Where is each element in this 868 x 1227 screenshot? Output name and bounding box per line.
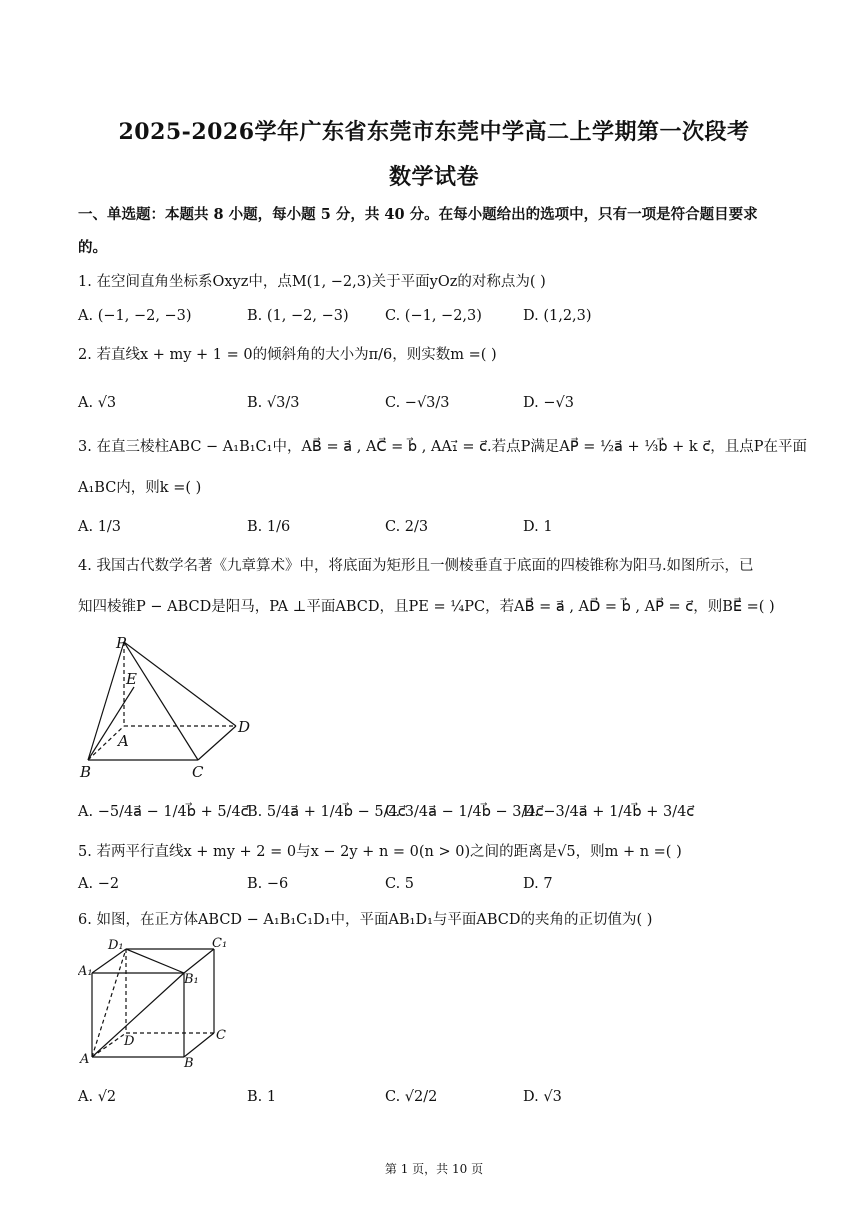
label-p: P xyxy=(116,634,127,652)
page-title: 2025-2026学年广东省东莞市东莞中学高二上学期第一次段考 xyxy=(118,119,750,145)
question-3-stem-line2: A₁BC内，则k =( ) xyxy=(78,480,202,496)
question-6-option-b: B. 1 xyxy=(247,1089,277,1105)
question-6-option-c: C. √2/2 xyxy=(385,1089,438,1105)
question-1-option-c: C. (−1, −2,3) xyxy=(385,308,482,324)
label-b1: B₁ xyxy=(184,972,199,987)
label-c: C xyxy=(192,763,204,781)
question-4-stem-line1: 4. 我国古代数学名著《九章算术》中，将底面为矩形且一侧棱垂直于底面的四棱锥称为阳马.如图所示，已 xyxy=(78,558,754,574)
question-6-option-d: D. √3 xyxy=(523,1089,562,1105)
question-4-option-d: D. −3/4a⃗ + 1/4b⃗ + 3/4c⃗ xyxy=(523,804,695,820)
question-5-option-a: A. −2 xyxy=(78,876,120,892)
label-a: A xyxy=(80,1052,90,1067)
question-6-stem: 6. 如图，在正方体ABCD − A₁B₁C₁D₁中，平面AB₁D₁与平面ABCD的夹角的正切值为( ) xyxy=(78,912,653,928)
page-footer: 第 1 页，共 10 页 xyxy=(384,1162,484,1176)
cube-figure xyxy=(78,935,238,1070)
question-4-option-a: A. −5/4a⃗ − 1/4b⃗ + 5/4c⃗ xyxy=(78,804,249,820)
question-1-option-b: B. (1, −2, −3) xyxy=(247,308,349,324)
question-2-option-a: A. √3 xyxy=(78,395,117,411)
question-4-option-b: B. 5/4a⃗ + 1/4b⃗ − 5/4c⃗ xyxy=(247,804,406,820)
question-4-stem-line2: 知四棱锥P − ABCD是阳马，PA ⊥平面ABCD，且PE = ¼PC，若AB⃗ = a⃗ , AD⃗ = b⃗ , AP⃗ = c⃗，则BE⃗ =( ) xyxy=(78,599,775,615)
section-heading-line1: 一、单选题：本题共 8 小题，每小题 5 分，共 40 分。在每小题给出的选项中，只有一项是符合题目要求 xyxy=(78,206,758,223)
question-3-stem-line1: 3. 在直三棱柱ABC − A₁B₁C₁中，AB⃗ = a⃗ , AC⃗ = b⃗ , AA₁⃗ = c⃗.若点P满足AP⃗ = ½a⃗ + ⅓b⃗ + k c⃗，且点P在平面 xyxy=(78,439,808,455)
question-4-option-c: C. 3/4a⃗ − 1/4b⃗ − 3/4c⃗ xyxy=(385,804,544,820)
label-d: D xyxy=(124,1034,135,1049)
page-subtitle: 数学试卷 xyxy=(388,164,479,190)
question-6-option-a: A. √2 xyxy=(78,1089,117,1105)
label-d: D xyxy=(238,718,251,736)
question-5-option-b: B. −6 xyxy=(247,876,289,892)
question-1-option-a: A. (−1, −2, −3) xyxy=(78,308,192,324)
question-2-option-c: C. −√3/3 xyxy=(385,395,450,411)
label-a: A xyxy=(118,732,129,750)
section-heading-line2: 的。 xyxy=(78,239,107,256)
question-2-option-d: D. −√3 xyxy=(523,395,574,411)
label-c: C xyxy=(216,1028,226,1043)
question-5-option-c: C. 5 xyxy=(385,876,415,892)
question-1-option-d: D. (1,2,3) xyxy=(523,308,592,324)
pyramid-figure xyxy=(78,630,268,785)
question-3-option-b: B. 1/6 xyxy=(247,519,291,535)
label-b: B xyxy=(80,763,92,781)
question-3-option-d: D. 1 xyxy=(523,519,553,535)
label-b: B xyxy=(184,1056,194,1070)
label-d1: D₁ xyxy=(108,938,124,953)
question-3-option-c: C. 2/3 xyxy=(385,519,429,535)
question-1-stem: 1. 在空间直角坐标系Oxyz中，点M(1, −2,3)关于平面yOz的对称点为( ) xyxy=(78,274,546,290)
question-5-option-d: D. 7 xyxy=(523,876,553,892)
label-a1: A₁ xyxy=(78,964,93,979)
question-3-option-a: A. 1/3 xyxy=(78,519,122,535)
question-2-option-b: B. √3/3 xyxy=(247,395,300,411)
question-2-stem: 2. 若直线x + my + 1 = 0的倾斜角的大小为π/6，则实数m =( ) xyxy=(78,347,497,363)
label-e: E xyxy=(126,670,137,688)
label-c1: C₁ xyxy=(212,936,228,951)
question-5-stem: 5. 若两平行直线x + my + 2 = 0与x − 2y + n = 0(n > 0)之间的距离是√5，则m + n =( ) xyxy=(78,844,682,860)
